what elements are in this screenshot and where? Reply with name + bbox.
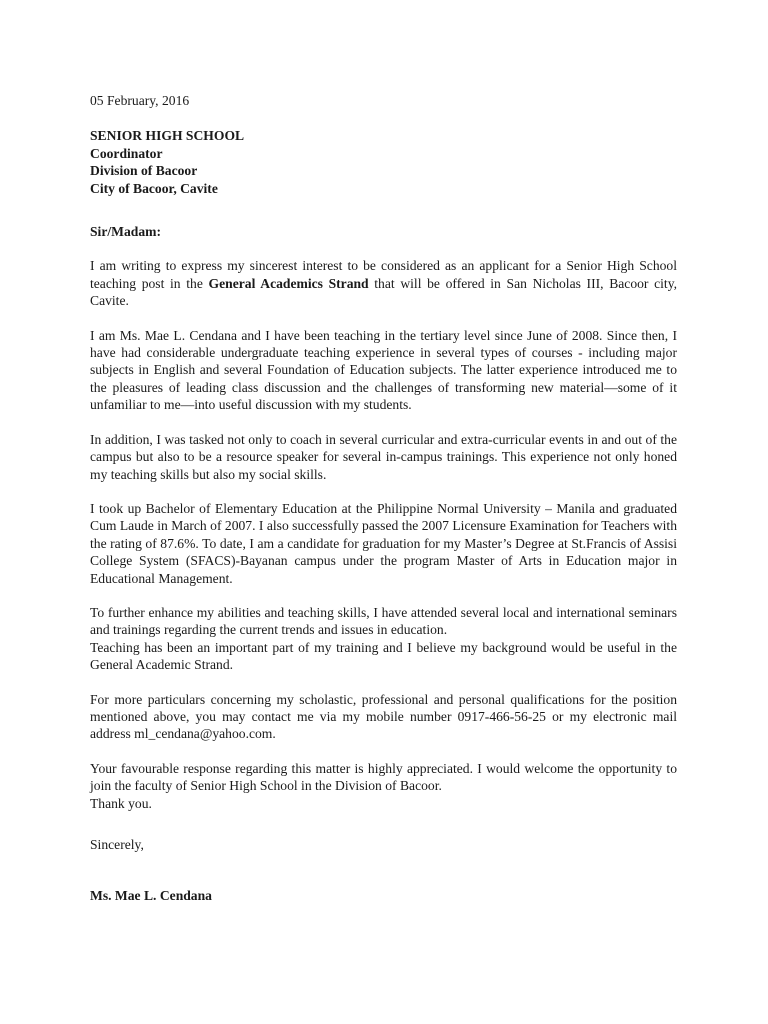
recipient-line: City of Bacoor, Cavite — [90, 180, 218, 196]
signature-name: Ms. Mae L. Cendana — [90, 888, 212, 904]
paragraph-experience: I am Ms. Mae L. Cendana and I have been teaching in the tertiary level since June of 2008. Since then, I have had considerable undergraduate teaching experience in several types of courses - including major subjects in English and several Foundation of Education subjects. The latter experience introduced me to the pleasures of leading class discussion and the challenges of transforming new material—some of it unfamiliar to me—into useful discussion with my students. — [90, 327, 677, 413]
thank-you-line: Thank you. — [90, 795, 152, 811]
paragraph-education: I took up Bachelor of Elementary Education at the Philippine Normal University – Manila and graduated Cum Laude in March of 2007. I also successfully passed the 2007 Licensure Examination for Teachers with the rating of 87.6%. To date, I am a candidate for graduation for my Master’s Degree at St.Francis of Assisi College System (SFACS)-Bayanan campus under the program Master of Arts in Education major in Educational Management. — [90, 500, 677, 586]
strand-name: General Academics Strand — [208, 275, 369, 291]
paragraph-contact: For more particulars concerning my scholastic, professional and personal qualifications for the position mentioned above, you may contact me via my mobile number 0917-466-56-25 or my electronic mail address ml_cendana@yahoo.com. — [90, 691, 677, 742]
paragraph-text: that will be offered in San Nicholas III, Bacoor city, Cavite. — [90, 275, 678, 309]
recipient-block — [90, 127, 677, 197]
salutation: Sir/Madam: — [90, 224, 161, 240]
recipient-line: Division of Bacoor — [90, 163, 198, 179]
paragraph-skills — [90, 604, 677, 674]
paragraph-line: Teaching has been an important part of my training and I believe my background would be useful in the General Academic Strand. — [90, 639, 677, 673]
cover-letter — [90, 92, 677, 905]
paragraph-activities: In addition, I was tasked not only to coach in several curricular and extra-curricular events in and out of the campus but also to be a resource speaker for several in-campus trainings. This experience not only honed my teaching skills but also my social skills. — [90, 431, 677, 482]
paragraph-intro — [90, 257, 677, 309]
recipient-line: Coordinator — [90, 145, 163, 161]
paragraph-line: Your favourable response regarding this matter is highly appreciated. I would welcome the opportunity to join the faculty of Senior High School in the Division of Bacoor. — [90, 760, 677, 794]
letter-date: 05 February, 2016 — [90, 93, 190, 108]
paragraph-closing-remarks — [90, 760, 677, 812]
recipient-line: SENIOR HIGH SCHOOL — [90, 128, 245, 144]
paragraph-line: To further enhance my abilities and teaching skills, I have attended several local and international seminars and trainings regarding the current trends and issues in education. — [90, 604, 677, 638]
complimentary-close: Sincerely, — [90, 837, 144, 852]
paragraph-text: I am writing to express my sincerest interest to be considered as an applicant for a Senior High School teaching post in the — [90, 258, 677, 291]
